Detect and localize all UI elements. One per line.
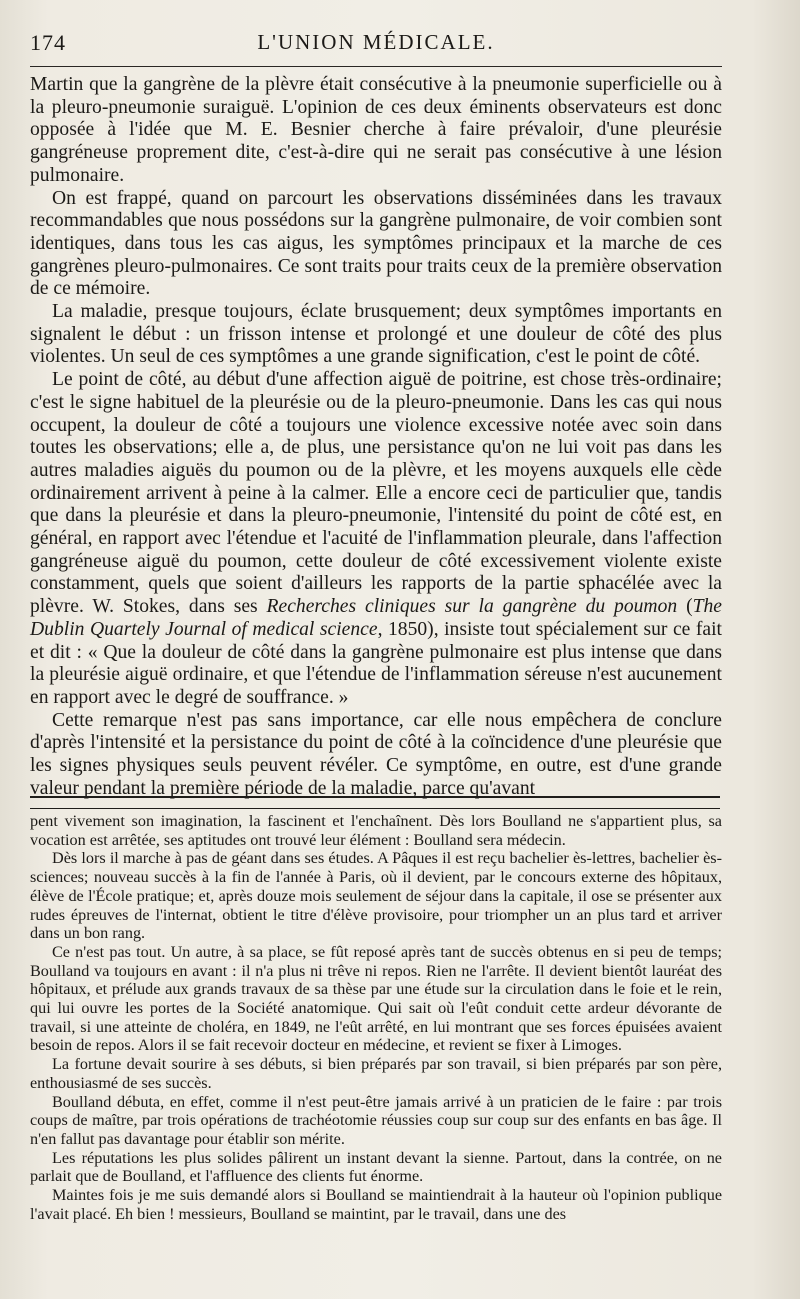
feuilleton-paragraph: pent vivement son imagination, la fascinent et l'enchaînent. Dès lors Boulland ne s'appartient plus, sa vocation est arrêtée, ses aptitudes ont trouvé leur élément : Boulland sera médecin. <box>30 812 722 849</box>
header-rule <box>30 66 722 67</box>
feuilleton-paragraph: Les réputations les plus solides pâlirent un instant devant la sienne. Partout, dans la contrée, on ne parlait que de Boulland, et l'affluence des clients fut énorme. <box>30 1148 722 1186</box>
page-header <box>30 28 722 62</box>
citation-journal-title: The Dublin Quartely Journal of medical science <box>30 596 722 640</box>
citation-title-french: Recherches cliniques sur la gangrène du poumon <box>266 596 678 618</box>
paragraph: Martin que la gangrène de la plèvre était consécutive à la pneumonie superficielle ou à la pleuro-pneumonie suraiguë. L'opinion de ces deux éminents observateurs est donc opposée à l'idée que M. E. Besnier cherche à faire prévaloir, d'une pleurésie gangréneuse proprement dite, c'est-à-dire qui ne serait pas consécutive à une lésion pulmonaire. <box>30 74 722 186</box>
feuilleton-paragraph: Ce n'est pas tout. Un autre, à sa place, se fût reposé après tant de succès obtenus en si peu de temps; Boulland va toujours en avant : il n'a plus ni trêve ni repos. Rien ne l'arrête. Il devient bientôt lauréat des hôpitaux, et prélude aux grands travaux de sa thèse par une étude sur la circulation dans le foie et le rein, qui lui ouvre les portes de la Société anatomique. Qui sait où l'eût conduit cette ardeur dévorante de travail, si une atteinte de choléra, en 1849, ne l'eût arrêté, en lui montrant que ses forces épuisées avaient besoin de repos. Alors il se fait recevoir docteur en médecine, et revient se fixer à Limoges. <box>30 942 722 1055</box>
journal-title: L'UNION MÉDICALE. <box>257 30 495 54</box>
feuilleton-paragraph: Boulland débuta, en effet, comme il n'est peut-être jamais arrivé à un praticien de le faire : par trois coups de maître, par trois opérations de trachéotomie réussies coup sur coup sur des enfants en bas âge. Il n'en fallut pas davantage pour établir son mérite. <box>30 1092 722 1148</box>
paragraph-text: Le point de côté, au début d'une affection aiguë de poitrine, est chose très-ordinaire; c'est le signe habituel de la pleurésie ou de la pleuro-pneumonie. Dans les cas qui nous occupent, la douleur de côté a toujours une violence excessive notée avec soin dans toutes les observations; elle a, de plus, une persistance qu'on ne lui voit pas dans les autres maladies aiguës du poumon ou de la plèvre, et les moyens auxquels elle cède ordinairement arrivent à peine à la calmer. Elle a encore ceci de particulier que, tandis que dans la pleurésie et dans la pleuro-pneumonie, l'intensité du point de côté est, en général, en rapport avec l'étendue et l'acuité de l'inflammation pleurale, dans l'affection gangréneuse aiguë du poumon, cette douleur de côté excessivement violente existe constamment, quels que soient d'ailleurs les rapports de la partie sphacélée avec la plèvre. W. Stokes, dans ses <box>30 369 722 618</box>
feuilleton-paragraph: Dès lors il marche à pas de géant dans ses études. A Pâques il est reçu bachelier ès-lettres, bachelier ès-sciences; nouveau succès à la fin de l'année à Paris, où il devient, par le concours externe des hôpitaux, élève de l'École pratique; et, après douze mois seulement de séjour dans la capitale, il ose se présenter aux rudes épreuves de l'internat, obtient le titre d'élève provisoire, pour triompher un an plus tard et arriver dans un bon rang. <box>30 849 722 943</box>
citation-quote: , 1850), insiste tout spécialement sur ce fait et dit : « Que la douleur de côté dans la gangrène pulmonaire est plus intense que dans la pleurésie aiguë ordinaire, et que l'étendue de l'inflammation séreuse n'est aucunement en rapport avec le degré de souffrance. » <box>30 618 722 708</box>
page-number: 174 <box>30 30 66 55</box>
footnote-separator-rule <box>30 796 720 809</box>
feuilleton-paragraph: La fortune devait sourire à ses débuts, si bien préparés par son travail, si bien préparés par son père, enthousiasmé de ses succès. <box>30 1055 722 1092</box>
paragraph-with-citation <box>30 369 722 710</box>
main-article-body <box>30 74 722 801</box>
paragraph: Cette remarque n'est pas sans importance, car elle nous empêchera de conclure d'après l'intensité et la persistance du point de côté à la coïncidence d'une pleurésie que les signes physiques seuls peuvent révéler. Ce symptôme, en outre, est d'une grande valeur pendant la première période de la maladie, parce qu'avant <box>30 709 722 799</box>
feuilleton-paragraph: Maintes fois je me suis demandé alors si Boulland se maintiendrait à la hauteur où l'opinion publique l'avait placé. Eh bien ! messieurs, Boulland se maintint, par le travail, dans une des <box>30 1186 722 1223</box>
citation-paren: ( <box>677 596 693 618</box>
paragraph: La maladie, presque toujours, éclate brusquement; deux symptômes importants en signalent le début : un frisson intense et prolongé et une douleur de côté des plus violentes. Un seul de ces symptômes a une grande signification, c'est le point de côté. <box>30 301 722 368</box>
feuilleton-section <box>30 812 722 1223</box>
paragraph: On est frappé, quand on parcourt les observations disséminées dans les travaux recommandables que nous possédons sur la gangrène pulmonaire, de voir combien sont identiques, dans tous les cas aigus, les symptômes principaux et la marche de ces gangrènes pleuro-pulmonaires. Ce sont traits pour traits ceux de la première observation de ce mémoire. <box>30 187 722 300</box>
